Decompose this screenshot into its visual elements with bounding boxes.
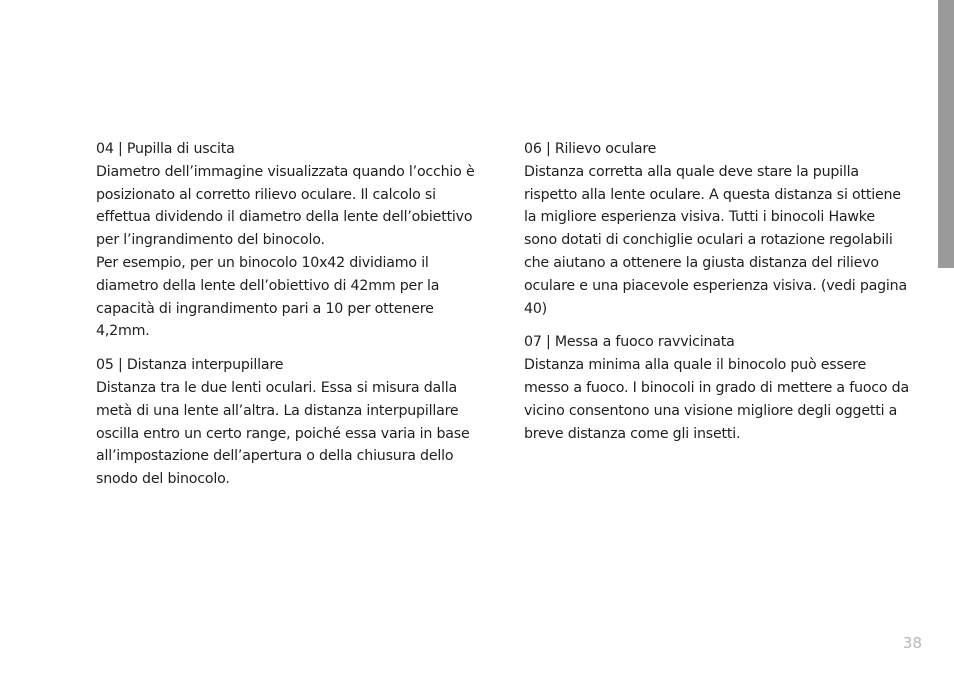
section-body: Distanza minima alla quale il binocolo può essere messo a fuoco. I binocoli in grado di mettere a fuoco da vicino consentono una visione migliore degli oggetti a breve distanza come gli insetti. (524, 357, 909, 442)
left-column (96, 138, 476, 491)
section-messa-a-fuoco-ravvicinata (524, 331, 909, 445)
section-rilievo-oculare (524, 138, 909, 320)
section-heading: 05 | Distanza interpupillare (96, 357, 284, 374)
section-body: Distanza tra le due lenti oculari. Essa si misura dalla metà di una lente all’altra. La distanza interpupillare oscilla entro un certo range, poiché essa varia in base all’impostazione dell’apertura o della chiusura dello snodo del binocolo. (96, 379, 470, 488)
page-number: 38 (902, 634, 922, 652)
section-heading: 06 | Rilievo oculare (524, 141, 657, 157)
right-column (524, 138, 909, 445)
section-pupilla-di-uscita (96, 138, 476, 343)
section-heading: 07 | Messa a fuoco ravvicinata (524, 334, 735, 351)
side-tab-marker (938, 0, 954, 268)
section-distanza-interpupillare (96, 354, 476, 491)
section-body: Distanza corretta alla quale deve stare la pupilla rispetto alla lente oculare. A questa distanza si ottiene la migliore esperienza visiva. Tutti i binocoli Hawke sono dotati di conchiglie oculari a rotazione regolabili che aiutano a ottenere la giusta distanza del rilievo oculare e una piacevole esperienza visiva. (vedi pagina 40) (524, 163, 907, 317)
section-body: Diametro dell’immagine visualizzata quando l’occhio è posizionato al corretto rilievo oculare. Il calcolo si effettua dividendo il diametro della lente dell’obiettivo per l’ingrandimento del binocolo. (96, 163, 475, 249)
section-heading: 04 | Pupilla di uscita (96, 141, 235, 157)
section-example: Per esempio, per un binocolo 10x42 dividiamo il diametro della lente dell’obiettivo di 42mm per la capacità di ingrandimento pari a 10 per ottenere 4,2mm. (96, 254, 440, 340)
